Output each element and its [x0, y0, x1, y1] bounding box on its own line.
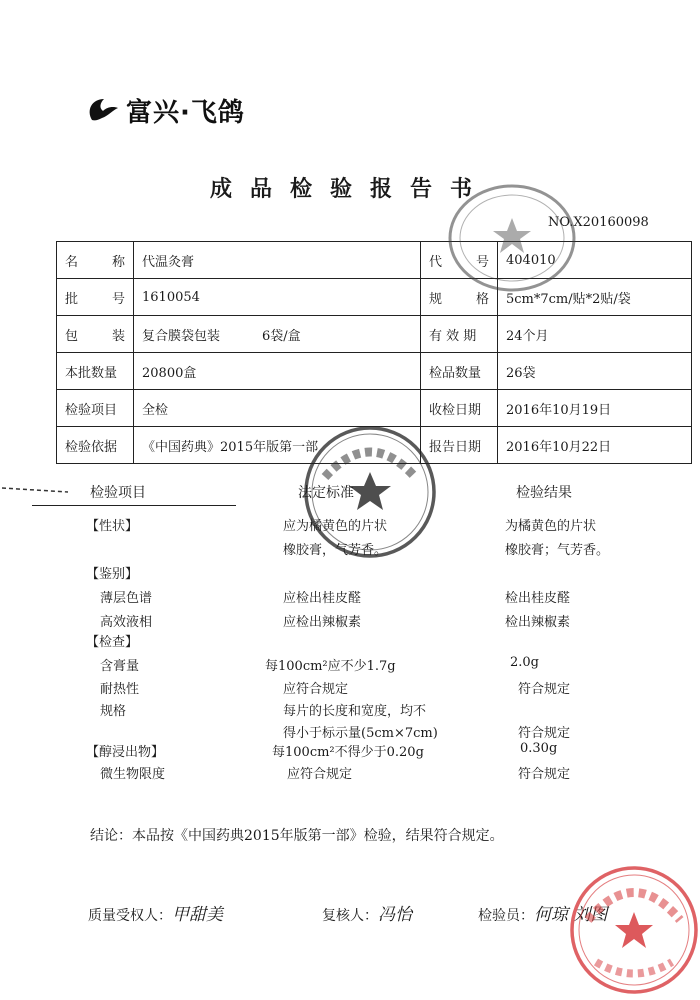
row-standard: 每100cm²不得少于0.20g [272, 745, 424, 760]
row-item: 【检查】 [86, 635, 139, 650]
packaging: 复合膜袋包装 6袋/盒 [134, 316, 421, 353]
header-item: 检验项目 [90, 482, 146, 502]
row-item: 高效液相 [100, 615, 153, 630]
qa-seal-stamp [568, 860, 700, 1000]
logo-text: 富兴·飞鸽 [126, 98, 245, 128]
batch-number: 1610054 [134, 279, 421, 316]
company-logo [86, 92, 245, 129]
row-standard: 橡胶膏，气芳香。 [283, 543, 388, 558]
signature-handwriting: 冯怡 [378, 905, 412, 925]
row-item: 微生物限度 [100, 767, 166, 782]
signature-handwriting: 甲甜美 [172, 905, 223, 925]
row-standard: 应检出辣椒素 [283, 615, 362, 630]
row-standard: 应为橘黄色的片状 [283, 519, 388, 534]
row-result: 2.0g [510, 655, 539, 670]
specification: 5cm*7cm/贴*2贴/袋 [498, 279, 692, 316]
row-result: 符合规定 [518, 767, 571, 782]
row-standard: 应符合规定 [283, 682, 349, 697]
table-row: 本批数量 20800盒 检品数量 26袋 [57, 353, 692, 390]
row-standard: 得小于标示量(5cm×7cm) [283, 726, 438, 741]
inspector-signature: 检验员：何琼 刘图 [478, 905, 608, 925]
report-number: NO.X20160098 [548, 215, 649, 230]
row-standard: 应符合规定 [287, 767, 353, 782]
inspection-items: 全检 [134, 390, 421, 427]
row-result: 检出桂皮醛 [505, 591, 571, 606]
row-result: 0.30g [520, 741, 558, 756]
product-code: 404010 [498, 242, 692, 279]
row-result: 符合规定 [518, 682, 571, 697]
header-standard: 法定标准 [298, 485, 354, 501]
table-row: 名 称 代温灸膏 代 号 404010 [57, 242, 692, 279]
inspection-basis: 《中国药典》2015年版第一部 [134, 427, 421, 464]
table-row: 检验项目 全检 收检日期 2016年10月19日 [57, 390, 692, 427]
qa-signature: 质量受权人：甲甜美 [88, 905, 223, 925]
table-row: 检验依据 《中国药典》2015年版第一部 报告日期 2016年10月22日 [57, 427, 692, 464]
row-item: 【鉴别】 [86, 567, 139, 582]
inspection-seal-stamp [442, 178, 582, 298]
signature-handwriting: 何琼 刘图 [534, 905, 608, 925]
row-item: 薄层色谱 [100, 591, 153, 606]
table-row: 批 号 1610054 规 格 5cm*7cm/贴*2贴/袋 [57, 279, 692, 316]
punch-mark-icon [0, 478, 70, 498]
sample-quantity: 26袋 [498, 353, 692, 390]
report-date: 2016年10月22日 [498, 427, 692, 464]
row-result: 橡胶膏；气芳香。 [505, 543, 610, 558]
row-item: 规格 [100, 704, 127, 719]
row-item: 含膏量 [100, 659, 140, 674]
batch-quantity: 20800盒 [134, 353, 421, 390]
row-item: 耐热性 [100, 682, 140, 697]
row-standard: 每片的长度和宽度，均不 [283, 704, 427, 719]
product-name: 代温灸膏 [134, 242, 421, 279]
conclusion: 结论：本品按《中国药典2015年版第一部》检验，结果符合规定。 [90, 828, 504, 844]
received-date: 2016年10月19日 [498, 390, 692, 427]
table-row: 包 装 复合膜袋包装 6袋/盒 有 效 期 24个月 [57, 316, 692, 353]
row-standard: 应检出桂皮醛 [283, 591, 362, 606]
page-title: 成品检验报告书 [209, 177, 490, 202]
row-standard: 每100cm²应不少1.7g [265, 659, 396, 674]
reviewer-signature: 复核人：冯怡 [322, 905, 412, 925]
header-result: 检验结果 [516, 485, 572, 501]
row-item: 【醇浸出物】 [86, 745, 165, 760]
dove-logo-icon [86, 96, 120, 126]
row-item: 【性状】 [86, 519, 139, 534]
row-result: 检出辣椒素 [505, 615, 571, 630]
row-result: 为橘黄色的片状 [505, 519, 597, 534]
validity: 24个月 [498, 316, 692, 353]
row-result: 符合规定 [518, 726, 571, 741]
company-seal-stamp [300, 422, 440, 562]
